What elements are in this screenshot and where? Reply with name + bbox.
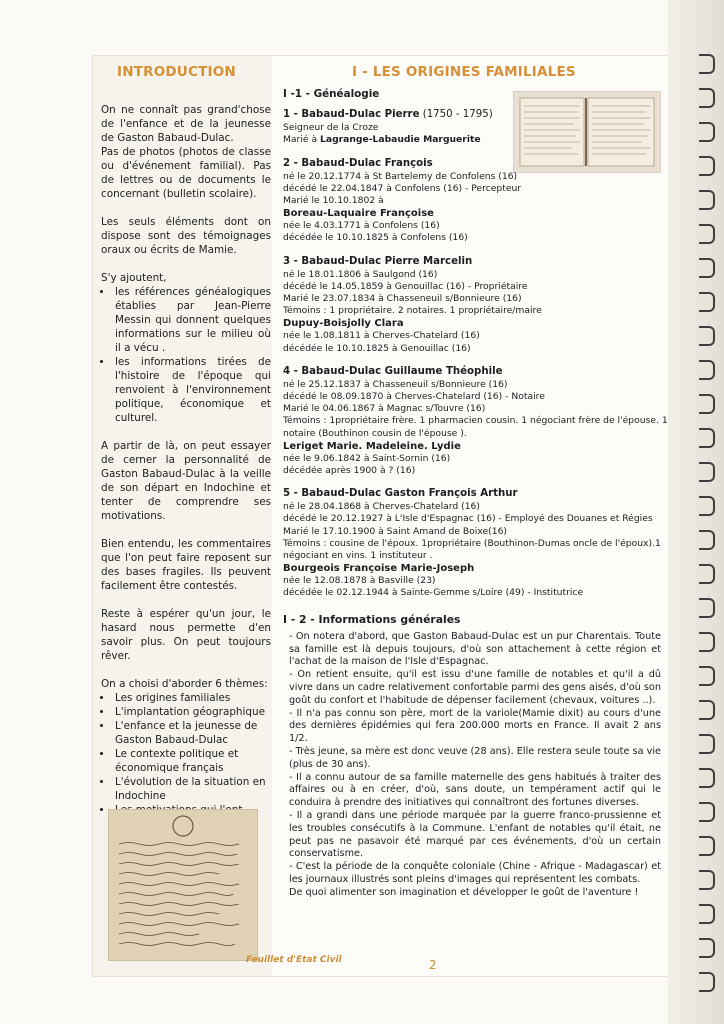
entry-line: Témoins : 1 propriétaire. 2 notaires. 1 propriétaire/maire <box>283 305 542 317</box>
binder-ring <box>699 258 715 278</box>
person-name: 5 - Babaud-Dulac Gaston François Arthur <box>283 488 518 500</box>
general-info-title: I - 2 - Informations générales <box>283 612 461 626</box>
binder-ring <box>699 122 715 142</box>
binder-ring <box>699 632 715 652</box>
intro-paragraph-6: Bien entendu, les commentaires que l'on peut faire reposent sur des bases fragiles. Ils peuvent facilement être contestés. <box>101 538 271 592</box>
entry-line: décédé le 20.12.1927 à L'Isle d'Espagnac (16) - Employé des Douanes et Régies <box>283 513 653 525</box>
entry-line: née le 4.03.1771 à Confolens (16) <box>283 220 440 232</box>
person-name: 2 - Babaud-Dulac François <box>283 157 433 169</box>
spouse-name: Leriget Marie. Madeleine. Lydie <box>283 440 461 452</box>
intro-paragraph-7: Reste à espérer qu'un jour, le hasard nous permette d'en savoir plus. On peut toujours rêver. <box>101 608 271 662</box>
general-paragraph: - Il n'a pas connu son père, mort de la variole(Mamie dixit) au cours d'une des dernières épidémies qui fera 200.000 morts en France. Il avait 2 ans 1/2. <box>289 707 661 745</box>
general-paragraph: - Très jeune, sa mère est donc veuve (28 ans). Elle restera seule toute sa vie (plus de 30 ans). <box>289 746 661 770</box>
list-item: • les références généalogiques établies par Jean-Pierre Messin qui donnent quelques informations sur le milieu où il a vécu . <box>113 285 271 355</box>
intro-paragraph-5: A partir de là, on peut essayer de cerner la personnalité de Gaston Babaud-Dulac à la veille de son départ en Indochine et tenter de comprendre ses motivations. <box>101 440 271 522</box>
list-item: • Les origines familiales <box>113 691 271 705</box>
entry-line: décédée le 10.10.1825 à Genouillac (16) <box>283 342 471 354</box>
entry-line: Marié le 23.07.1834 à Chasseneuil s/Bonnieure (16) <box>283 293 522 305</box>
intro-paragraph-4-intro: S'y ajoutent, <box>101 272 167 284</box>
spouse-name: Bourgeois Françoise Marie-Joseph <box>283 563 475 575</box>
genealogy-entry <box>283 365 668 477</box>
references-list <box>101 285 271 425</box>
binder-ring <box>699 292 715 312</box>
entry-line: décédée après 1900 à ? (16) <box>283 465 416 477</box>
entry-line: négociant en vins. 1 instituteur . <box>283 550 433 562</box>
binder-ring <box>699 734 715 754</box>
person-name: 1 - Babaud-Dulac Pierre <box>283 109 420 121</box>
origins-heading: I - LES ORIGINES FAMILIALES <box>352 64 576 80</box>
general-paragraph: - C'est la période de la conquête coloniale (Chine - Afrique - Madagascar) et les journaux illustrés sont pleins d'images qui représentent les combats. <box>289 861 661 886</box>
introduction-text <box>101 103 271 831</box>
spouse-name: Lagrange-Labaudie Marguerite <box>320 134 481 146</box>
entry-line: née le 12.08.1878 à Basville (23) <box>283 575 436 587</box>
entry-line: décédé le 08.09.1870 à Cherves-Chatelard (16) - Notaire <box>283 391 545 403</box>
image-caption: Feuillet d'Etat Civil <box>246 955 342 965</box>
binder-ring <box>699 904 715 924</box>
list-item: • L'évolution de la situation en Indochine <box>113 775 271 803</box>
page-edge-shadow <box>668 0 724 1024</box>
entry-line: Marié le 17.10.1900 à Saint Amand de Boixe(16) <box>283 525 508 537</box>
entry-line: Témoins : 1propriétaire frère. 1 pharmacien cousin. 1 négociant frère de l'épouse. 1 <box>283 415 668 427</box>
entry-line: Marié le 10.10.1802 à <box>283 195 384 207</box>
binder-ring <box>699 360 715 380</box>
binder-ring <box>699 54 715 74</box>
entry-line: Témoins : cousine de l'époux. 1propriétaire (Bouthinon-Dumas oncle de l'époux).1 <box>283 537 661 549</box>
person-dates: (1750 - 1795) <box>419 109 493 121</box>
general-paragraph: - Il a grandi dans une période marquée par la guerre franco-prussienne et les troubles consécutifs à la Commune. L'enfant de notables qu'il était, ne peut pas ne pasavoir été marqué par ces événements, d'où un certain conservatisme. <box>289 810 661 860</box>
binder-ring <box>699 836 715 856</box>
binder-ring <box>699 802 715 822</box>
themes-intro: On a choisi d'aborder 6 thèmes: <box>101 678 268 690</box>
genealogy-title: I -1 - Généalogie <box>283 88 380 100</box>
spouse-name: Boreau-Laquaire Françoise <box>283 208 434 220</box>
general-info-text <box>283 631 661 900</box>
entry-line: notaire (Bouthinon cousin de l'épouse ). <box>283 427 467 439</box>
introduction-heading: INTRODUCTION <box>117 64 236 80</box>
list-item: • Le contexte politique et économique français <box>113 747 271 775</box>
binder-ring <box>699 666 715 686</box>
entry-line: née le 1.08.1811 à Cherves-Chatelard (16) <box>283 330 480 342</box>
origins-text <box>283 88 668 900</box>
civil-status-sheet-image <box>108 809 258 961</box>
entry-line: décédé le 22.04.1847 à Confolens (16) - Percepteur <box>283 182 522 194</box>
binder-ring <box>699 700 715 720</box>
binder-ring <box>699 224 715 244</box>
married-prefix: Marié à <box>283 134 321 146</box>
entry-line: né le 18.01.1806 à Saulgond (16) <box>283 268 438 280</box>
genealogy-entry <box>283 255 661 355</box>
binder-ring <box>699 156 715 176</box>
genealogy-entry <box>283 108 661 146</box>
binder-ring <box>699 598 715 618</box>
binder-ring <box>699 496 715 516</box>
binder-ring <box>699 190 715 210</box>
person-name: 3 - Babaud-Dulac Pierre Marcelin <box>283 255 473 267</box>
person-name: 4 - Babaud-Dulac Guillaume Théophile <box>283 365 503 377</box>
binder-ring <box>699 428 715 448</box>
binder-ring <box>699 530 715 550</box>
entry-line: Marié le 04.06.1867 à Magnac s/Touvre (16) <box>283 403 486 415</box>
entry-line: né le 20.12.1774 à St Bartelemy de Confolens (16) <box>283 170 518 182</box>
list-item: • les informations tirées de l'histoire de l'époque qui renvoient à l'environnement politique, économique et culturel. <box>113 355 271 425</box>
entry-line: née le 9.06.1842 à Saint-Sornin (16) <box>283 452 451 464</box>
entry-line: décédé le 14.05.1859 à Genouillac (16) - Propriétaire <box>283 280 528 292</box>
spouse-name: Dupuy-Boisjolly Clara <box>283 318 404 330</box>
intro-paragraph-1: On ne connaît pas grand'chose de l'enfance et de la jeunesse de Gaston Babaud-Dulac. <box>101 104 271 144</box>
intro-paragraph-2: Pas de photos (photos de classe ou d'événement familial). Pas de lettres ou de documents le concernant (bulletin scolaire). <box>101 146 271 200</box>
entry-line: décédée le 02.12.1944 à Sainte-Gemme s/Loire (49) - Institutrice <box>283 587 584 599</box>
binder-ring <box>699 88 715 108</box>
entry-line: décédée le 10.10.1825 à Confolens (16) <box>283 232 468 244</box>
general-paragraph: - On notera d'abord, que Gaston Babaud-Dulac est un pur Charentais. Toute sa famille est là depuis toujours, d'où son attachement à cette région et l'achat de la maison de l'Isle d'Espagnac. <box>289 630 661 668</box>
page-number: 2 <box>429 958 437 972</box>
genealogy-entry <box>283 157 661 245</box>
binder-ring <box>699 462 715 482</box>
binder-ring <box>699 768 715 788</box>
intro-paragraph-3: Les seuls éléments dont on dispose sont des témoignages oraux ou écrits de Mamie. <box>101 216 271 256</box>
binder-ring <box>699 870 715 890</box>
entry-line: né le 28.04.1868 à Cherves-Chatelard (16) <box>283 501 480 513</box>
list-item: • L'implantation géographique <box>113 705 271 719</box>
general-paragraph: De quoi alimenter son imagination et développer le goût de l'aventure ! <box>289 886 639 898</box>
general-paragraph: - Il a connu autour de sa famille maternelle des gens habitués à traiter des affaires ou à en créer, d'où, sans doute, un tempérament actif qui le conduira à prendre des initiatives qui connaîtront des fortunes diverses. <box>289 771 661 809</box>
entry-line: né le 25.12.1837 à Chasseneuil s/Bonnieure (16) <box>283 378 508 390</box>
binder-ring <box>699 938 715 958</box>
binder-ring <box>699 972 715 992</box>
genealogy-entry <box>283 487 661 599</box>
binder-ring <box>699 394 715 414</box>
general-paragraph: - On retient ensuite, qu'il est issu d'une famille de notables et qu'il a dû vivre dans un cadre relativement confortable parmi des gens aisés, d'où son goût du confort et l'habitude de dépenser facilement (chevaux, voitures ..). <box>289 669 661 706</box>
binder-ring <box>699 326 715 346</box>
binder-ring <box>699 564 715 584</box>
entry-line: Seigneur de la Croze <box>283 122 379 134</box>
list-item: • L'enfance et la jeunesse de Gaston Babaud-Dulac <box>113 719 271 747</box>
